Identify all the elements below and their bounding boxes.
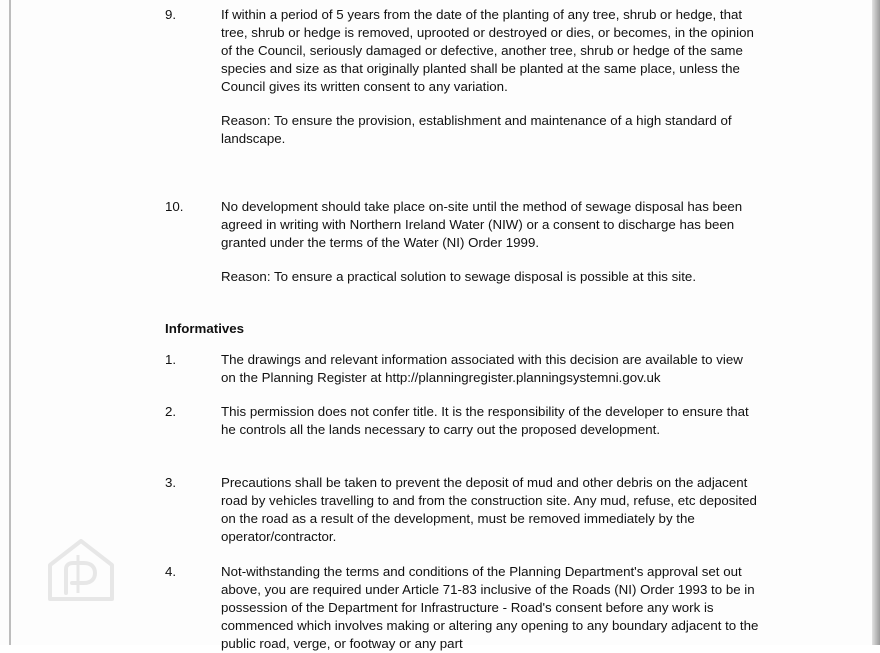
condition-body [221, 6, 761, 148]
page-right-edge [872, 0, 880, 645]
page-left-edge [9, 0, 11, 645]
condition-number: 9. [165, 7, 177, 22]
informative-body [221, 563, 761, 653]
informative-text: Not-withstanding the terms and conditions of the Planning Department's approval set out above, you are required under Article 71-83 inclusive of the Roads (NI) Order 1993 to be in possession of the Department for Infrastructure - Road's consent before any work is commenced which involves making or altering any opening to any boundary adjacent to the public road, verge, or footway or any part [221, 564, 759, 651]
informative-text: Precautions shall be taken to prevent the deposit of mud and other debris on the adjacent road by vehicles travelling to and from the construction site. Any mud, refuse, etc deposited on the road as a result of the development, must be removed immediately by the operator/contractor. [221, 475, 757, 544]
condition-body [221, 198, 761, 286]
informative-text: The drawings and relevant information associated with this decision are available to view on the Planning Register at http://planningregister.planningsystemni.gov.uk [221, 352, 743, 385]
informative-number: 4. [165, 564, 177, 579]
informative-body [221, 474, 761, 546]
informatives-heading: Informatives [165, 321, 245, 336]
informative-body [221, 403, 761, 439]
condition-reason: Reason: To ensure the provision, establishment and maintenance of a high standard of landscape. [221, 113, 732, 146]
informative-number: 2. [165, 404, 177, 419]
condition-number: 10. [165, 199, 184, 214]
informative-text: This permission does not confer title. It is the responsibility of the developer to ensure that he controls all the lands necessary to carry out the proposed development. [221, 404, 749, 437]
property-logo-icon [44, 535, 118, 603]
condition-reason: Reason: To ensure a practical solution to sewage disposal is possible at this site. [221, 269, 697, 284]
informative-number: 1. [165, 352, 177, 367]
condition-text: If within a period of 5 years from the date of the planting of any tree, shrub or hedge, that tree, shrub or hedge is removed, uprooted or destroyed or dies, or becomes, in the opinion of the Council, seriously damaged or defective, another tree, shrub or hedge of the same species and size as that originally planted shall be planted at the same place, unless the Council gives its written consent to any variation. [221, 7, 754, 94]
informative-number: 3. [165, 475, 177, 490]
informative-body [221, 351, 761, 387]
condition-text: No development should take place on-site until the method of sewage disposal has been agreed in writing with Northern Ireland Water (NIW) or a consent to discharge has been granted under the terms of the Water (NI) Order 1999. [221, 199, 743, 250]
